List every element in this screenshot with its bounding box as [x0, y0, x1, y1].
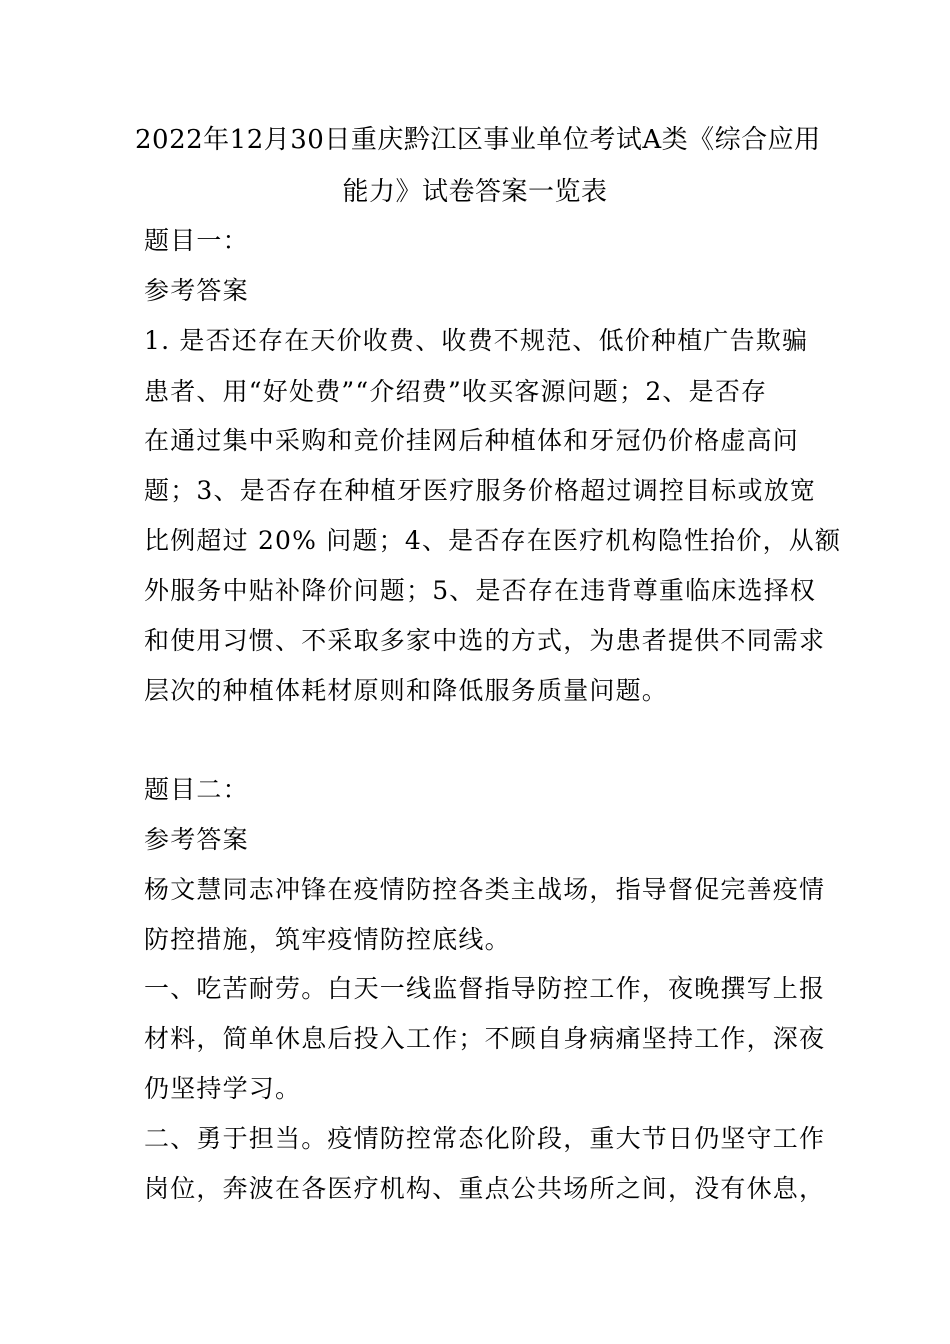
section2-point2-line: 岗位，奔波在各医疗机构、重点公共场所之间，没有休息，: [144, 1174, 826, 1203]
document-title: [135, 114, 821, 218]
section1-answer-label: 参考答案: [144, 276, 249, 305]
section1-line: 外服务中贴补降价问题；5、是否存在违背尊重临床选择权: [144, 576, 817, 605]
section1-line: 比例超过 20% 问题；4、是否存在医疗机构隐性抬价，从额: [144, 526, 842, 555]
section2-intro-line: 杨文慧同志冲锋在疫情防控各类主战场，指导督促完善疫情: [144, 875, 826, 904]
section2-point1-line: 一、吃苦耐劳。白天一线监督指导防控工作，夜晚撰写上报: [144, 974, 826, 1003]
section1-line: 题；3、是否存在种植牙医疗服务价格超过调控目标或放宽: [144, 476, 817, 505]
section2-answer-label: 参考答案: [144, 825, 249, 854]
section1-heading: 题目一：: [144, 226, 249, 255]
section1-line: 在通过集中采购和竞价挂网后种植体和牙冠仍价格虚高问: [144, 426, 800, 455]
title-line-1: 2022年12月30日重庆黔江区事业单位考试A类《综合应用: [135, 125, 821, 155]
section2-heading: 题目二：: [144, 775, 249, 804]
title-line-2: 能力》试卷答案一览表: [342, 177, 608, 207]
section1-line: 和使用习惯、不采取多家中选的方式，为患者提供不同需求: [144, 626, 826, 655]
section2-intro-line: 防控措施，筑牢疫情防控底线。: [144, 925, 511, 954]
section2-point2-line: 二、勇于担当。疫情防控常态化阶段，重大节日仍坚守工作: [144, 1124, 826, 1153]
section1-line: 患者、用“好处费”“介绍费”收买客源问题；2、是否存: [144, 377, 768, 406]
section1-line: 1. 是否还存在天价收费、收费不规范、低价种植广告欺骗: [144, 326, 809, 355]
section2-point1-line: 仍坚持学习。: [144, 1074, 302, 1103]
section2-point1-line: 材料，简单休息后投入工作；不顾自身病痛坚持工作，深夜: [144, 1024, 826, 1053]
section1-line: 层次的种植体耗材原则和降低服务质量问题。: [144, 676, 669, 705]
